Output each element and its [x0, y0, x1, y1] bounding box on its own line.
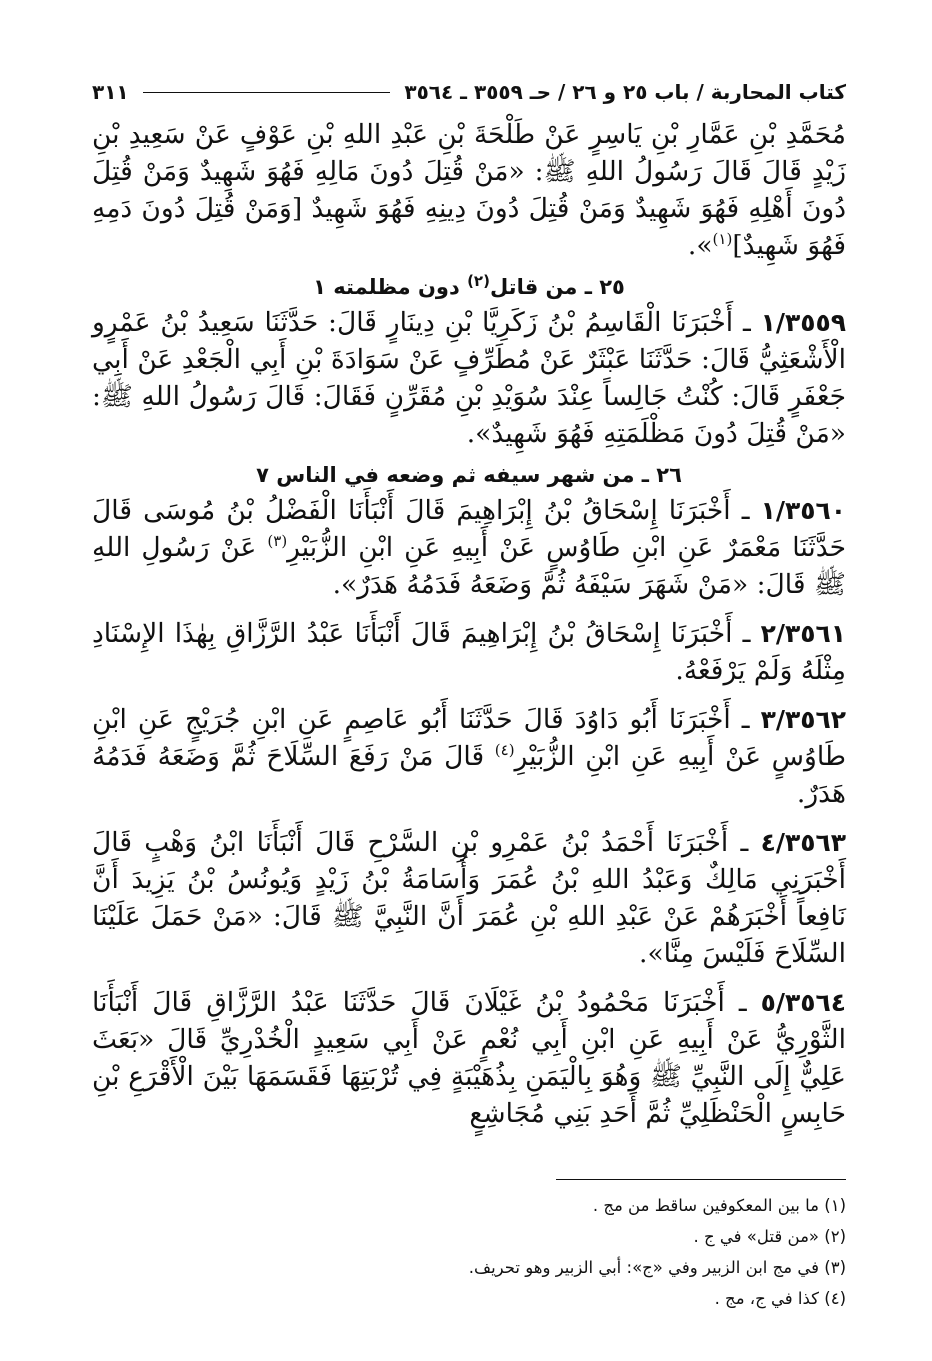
hadith-text: ـ أَخْبَرَنَا مَحْمُودُ بْنُ غَيْلَانَ قَالَ حَدَّثَنَا عَبْدُ الرَّزَّاقِ قَالَ أَنْبَأَنَا الثَّوْرِيُّ عَنْ أَبِيهِ عَنِ ابْنِ أَبِي نُعْمٍ عَنْ أَبِي سَعِيدٍ الْخُدْرِيِّ قَالَ «بَعَثَ عَلِيٌّ إِلَى النَّبِيِّ ﷺ وَهُوَ بِالْيَمَنِ بِذُهَيْبَةٍ فِي تُرْبَتِهَا فَقَسَمَهَا بَيْنَ الْأَقْرَعِ بْنِ حَابِسٍ الْحَنْظَلِيِّ ثُمَّ أَحَدِ بَنِي مُجَاشِعٍ [92, 987, 846, 1129]
footnote-ref[interactable]: (٢) [467, 272, 490, 290]
hadith-text: عَنْ رَسُولِ اللهِ ﷺ قَالَ: «مَنْ شَهَرَ سَيْفَهُ ثُمَّ وَضَعَهُ فَدَمُهُ هَدَرٌ». [92, 532, 846, 600]
intro-paragraph [92, 116, 846, 264]
footnote-ref[interactable]: (٤) [494, 741, 515, 760]
intro-end: ». [687, 230, 713, 261]
chapter-title-part: ٢٥ ـ من قاتل [489, 275, 625, 299]
hadith-3564 [92, 984, 846, 1132]
header-rule [143, 92, 391, 93]
hadith-number: ١/٣٥٦٠ [760, 496, 846, 525]
hadith-3560 [92, 492, 846, 603]
book-page [92, 72, 846, 1312]
hadith-3559 [92, 304, 846, 452]
header-title: كتاب المحاربة / باب ٢٥ و ٢٦ / حـ ٣٥٥٩ ـ ٣٥٦٤ [404, 80, 846, 104]
hadith-number: ١/٣٥٥٩ [760, 308, 846, 337]
hadith-number: ٤/٣٥٦٣ [760, 828, 846, 857]
chapter-heading-26: ٢٦ ـ من شهر سيفه ثم وضعه في الناس ٧ [256, 463, 682, 487]
footnote-item: (٤) كذا في ج، مج . [714, 1289, 846, 1308]
hadith-3561 [92, 615, 846, 689]
footnotes [92, 1179, 846, 1314]
hadith-3562 [92, 701, 846, 812]
page-number: ٣١١ [92, 80, 129, 104]
footnote-item: (١) ما بين المعكوفين ساقط من مج . [592, 1196, 846, 1215]
footnote-ref[interactable]: (٣) [267, 532, 288, 551]
hadith-text: قَالَ مَنْ رَفَعَ السِّلَاحَ ثُمَّ وَضَعَهُ فَدَمُهُ هَدَرٌ. [92, 741, 846, 809]
hadith-text: ـ أَخْبَرَنَا إِسْحَاقُ بْنُ إِبْرَاهِيمَ قَالَ أَنْبَأَنَا عَبْدُ الرَّزَّاقِ بِهٰذَا الإِسْنَادِ مِثْلَهُ وَلَمْ يَرْفَعْهُ. [92, 618, 846, 686]
hadith-number: ٥/٣٥٦٤ [760, 988, 846, 1017]
footnote-ref[interactable]: (١) [712, 230, 733, 249]
hadith-text: ـ أَخْبَرَنَا الْقَاسِمُ بْنُ زَكَرِيَّا بْنِ دِينَارٍ قَالَ: حَدَّثَنَا سَعِيدُ بْنُ عَمْرٍو الْأَشْعَثِيُّ قَالَ: حَدَّثَنَا عَبْثَرٌ عَنْ مُطَرِّفٍ عَنْ سَوَادَةَ بْنِ أَبِي الْجَعْدِ عَنْ أَبِي جَعْفَرٍ قَالَ: كُنْتُ جَالِساً عِنْدَ سُوَيْدِ بْنِ مُقَرِّنٍ فَقَالَ: قَالَ رَسُولُ اللهِ ﷺ: «مَنْ قُتِلَ دُونَ مَظْلَمَتِهِ فَهُوَ شَهِيدٌ». [92, 307, 846, 449]
hadith-number: ٢/٣٥٦١ [760, 619, 846, 648]
hadith-text: ـ أَخْبَرَنَا أَحْمَدُ بْنُ عَمْرِو بْنِ السَّرْحِ قَالَ أَنْبَأَنَا ابْنُ وَهْبٍ قَالَ أَخْبَرَنِي مَالِكٌ وَعَبْدُ اللهِ بْنُ عُمَرَ وَأُسَامَةُ بْنُ زَيْدٍ وَيُونُسُ بْنُ يَزِيدَ أَنَّ نَافِعاً أَخْبَرَهُمْ عَنْ عَبْدِ اللهِ بْنِ عُمَرَ أَنَّ النَّبِيَّ ﷺ قَالَ: «مَنْ حَمَلَ عَلَيْنَا السِّلَاحَ فَلَيْسَ مِنَّا». [92, 827, 846, 969]
hadith-number: ٣/٣٥٦٢ [760, 705, 846, 734]
chapter-title-part: دون مظلمته ١ [313, 275, 468, 299]
intro-text: مُحَمَّدِ بْنِ عَمَّارِ بْنِ يَاسِرٍ عَنْ طَلْحَةَ بْنِ عَبْدِ اللهِ بْنِ عَوْفٍ عَنْ سَعِيدِ بْنِ زَيْدٍ قَالَ قَالَ رَسُولُ اللهِ ﷺ: «مَنْ قُتِلَ دُونَ مَالِهِ فَهُوَ شَهِيدٌ وَمَنْ قُتِلَ دُونَ أَهْلِهِ فَهُوَ شَهِيدٌ وَمَنْ قُتِلَ دُونَ دِينِهِ فَهُوَ شَهِيدٌ [وَمَنْ قُتِلَ دُونَ دَمِهِ فَهُوَ شَهِيدٌ] [92, 119, 846, 261]
footnote-rule [556, 1179, 846, 1180]
footnote-item: (٢) «من قتل» في ج . [693, 1227, 846, 1246]
running-header [92, 72, 846, 112]
hadith-text: ـ أَخْبَرَنَا أَبُو دَاوُدَ قَالَ حَدَّثَنَا أَبُو عَاصِمٍ عَنِ ابْنِ جُرَيْجٍ عَنِ ابْنِ طَاوُسٍ عَنْ أَبِيهِ عَنِ ابْنِ الزُّبَيْرِ [92, 704, 846, 772]
chapter-heading-25 [92, 272, 846, 302]
footnote-item: (٣) في مج ابن الزبير وفي «ج»: أبي الزبير وهو تحريف. [468, 1258, 846, 1277]
hadith-text: ـ أَخْبَرَنَا إِسْحَاقُ بْنُ إِبْرَاهِيمَ قَالَ أَنْبَأَنَا الْفَضْلُ بْنُ مُوسَى قَالَ حَدَّثَنَا مَعْمَرٌ عَنِ ابْنِ طَاوُسٍ عَنْ أَبِيهِ عَنِ ابْنِ الزُّبَيْرِ [92, 495, 846, 563]
hadith-3563 [92, 824, 846, 972]
